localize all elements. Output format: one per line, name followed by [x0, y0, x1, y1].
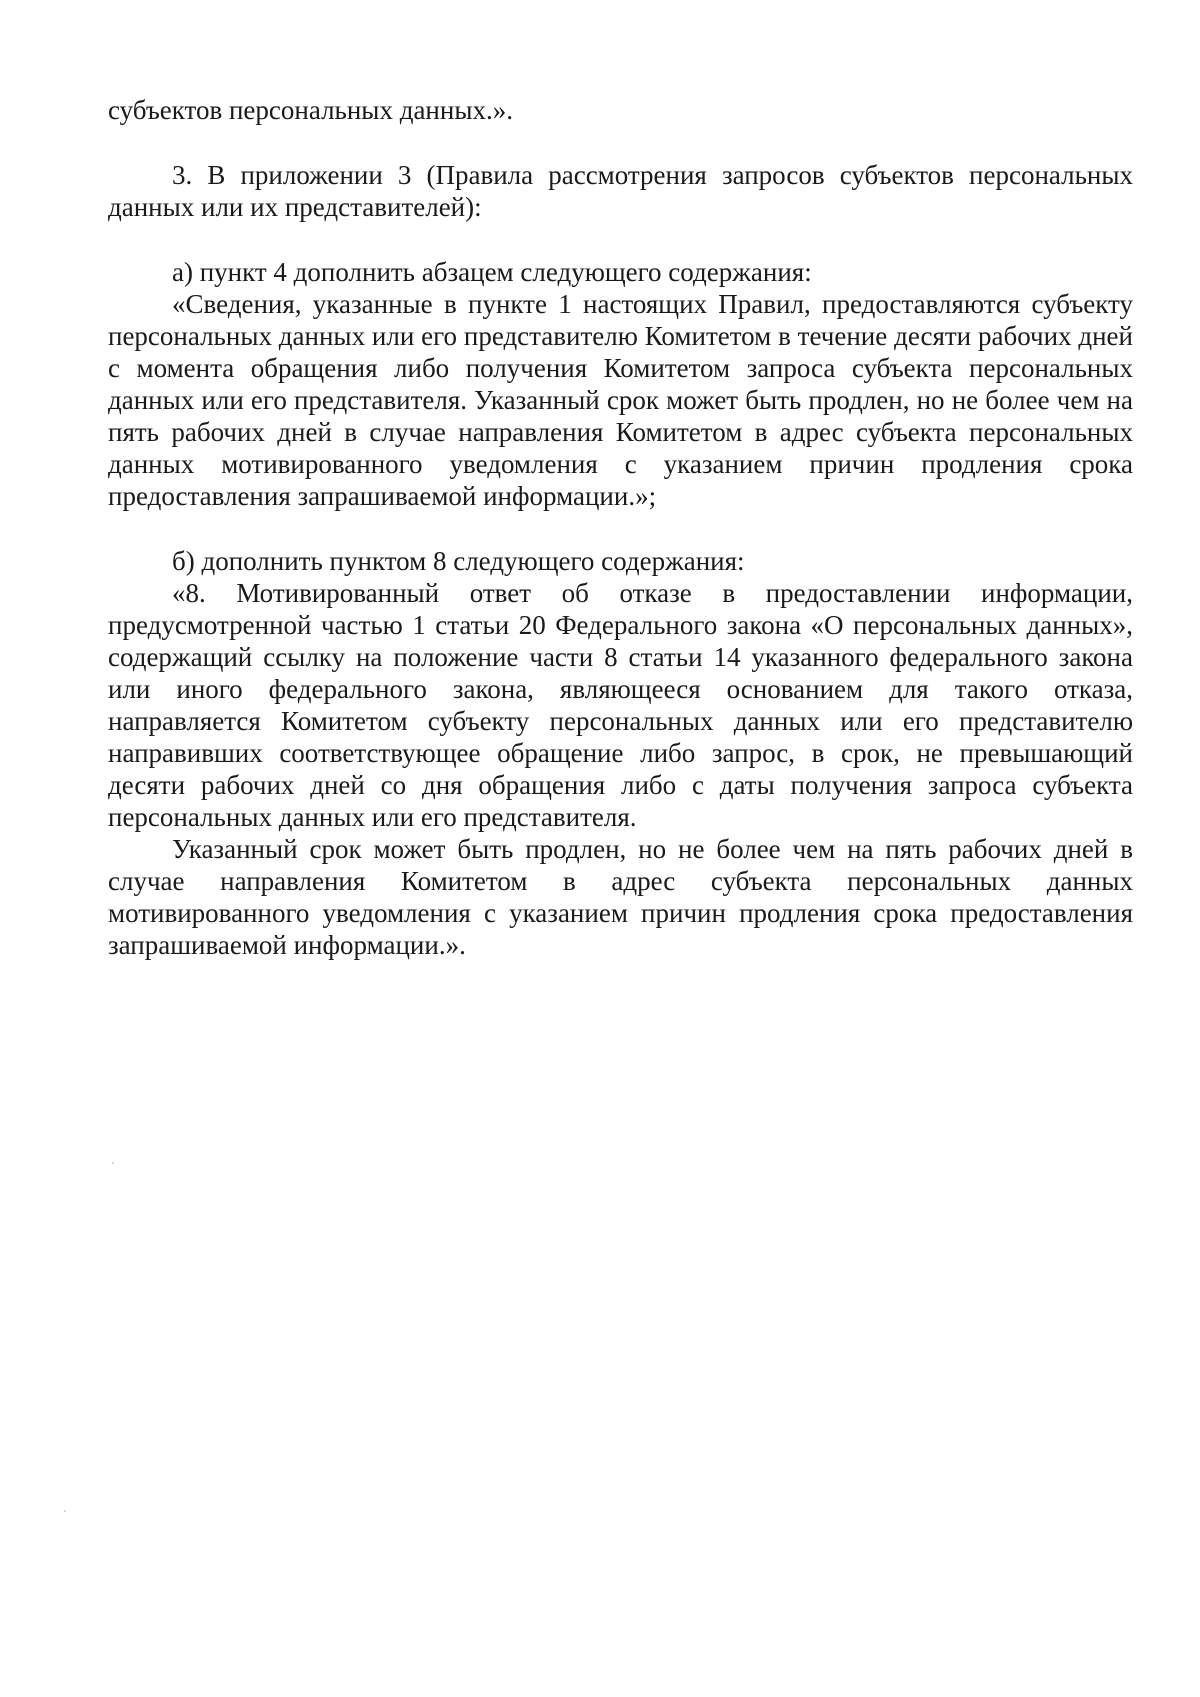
paragraph-section-3: 3. В приложении 3 (Правила рассмотрения запросов субъектов персональных данных или их представителей): — [108, 160, 1133, 222]
paragraph-item-a-text: «Сведения, указанные в пункте 1 настоящих Правил, предоставляются субъекту персональных данных или его представителю Комитетом в течение десяти рабочих дней с момента обращения либо получения Комитетом запроса субъекта персональных данных или его представителя. Указанный срок может быть продлен, но не более чем на пять рабочих дней в случае направления Комитетом в адрес субъекта персональных данных мотивированного уведомления с указанием причин продления срока предоставления запрашиваемой информации.»; — [108, 289, 1133, 511]
scan-speck — [112, 1162, 114, 1164]
paragraph-item-b: б) дополнить пунктом 8 следующего содержания: — [172, 546, 745, 576]
paragraph-item-a: а) пункт 4 дополнить абзацем следующего содержания: — [172, 257, 812, 287]
document-body — [108, 94, 1133, 961]
paragraph-term-extension: Указанный срок может быть продлен, но не более чем на пять рабочих дней в случае направления Комитетом в адрес субъекта персональных данных мотивированного уведомления с указанием причин продления срока предоставления запрашиваемой информации.». — [108, 834, 1133, 960]
paragraph-closing-quote: субъектов персональных данных.». — [108, 95, 513, 125]
scan-speck — [64, 1510, 66, 1512]
paragraph-item-b-text: «8. Мотивированный ответ об отказе в предоставлении информации, предусмотренной частью 1 статьи 20 Федерального закона «О персональных данных», содержащий ссылку на положение части 8 статьи 14 указанного федерального закона или иного федерального закона, являющееся основанием для такого отказа, направляется Комитетом субъекту персональных данных или его представителю направивших соответствующее обращение либо запрос, в срок, не превышающий десяти рабочих дней со дня обращения либо с даты получения запроса субъекта персональных данных или его представителя. — [108, 578, 1133, 832]
